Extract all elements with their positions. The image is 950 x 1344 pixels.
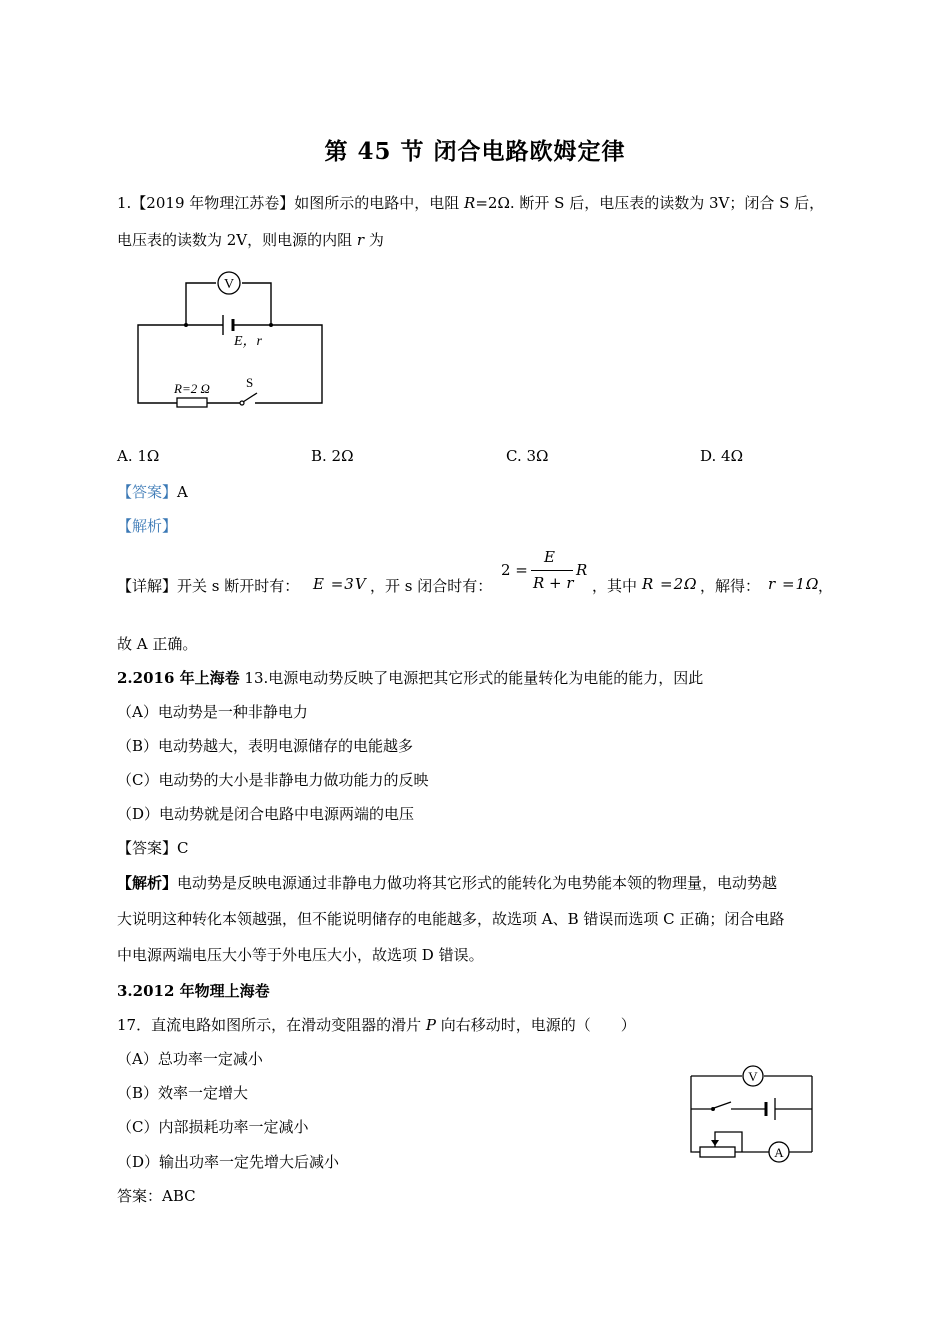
q3-switch-icon [714, 1102, 731, 1108]
q3-option-d: （D）输出功率一定先增大后减小 [117, 1153, 340, 1171]
q1-junction-right [269, 323, 273, 327]
q3-stem-suffix: 向右移动时，电源的（ ） [435, 1016, 636, 1034]
q3-stem [117, 1014, 636, 1035]
q1-junction-left [184, 323, 188, 327]
q1-answer-label: 【答案】 [117, 483, 178, 501]
q1-option-d: D. 4Ω [700, 447, 744, 465]
q1-stem-line2 [117, 229, 384, 250]
q2-analysis-text1: 电动势是反映电源通过非静电力做功将其它形式的能转化为电势能本领的物理量，电动势越 [177, 874, 778, 892]
q3-option-a: （A）总功率一定减小 [117, 1050, 263, 1068]
q1-stem2-suffix: 为 [364, 231, 384, 249]
q2-analysis-line2: 大说明这种转化本领越强，但不能说明储存的电能越多，故选项 A、B 错误而选项 C 正确；闭合电路 [117, 910, 785, 928]
q1-option-a: A. 1Ω [117, 447, 160, 465]
q3-circuit-diagram [685, 1060, 820, 1165]
q2-answer-value: C [177, 839, 189, 857]
q3-answer: 答案：ABC [117, 1187, 196, 1205]
q1-resistor-label: R=2 Ω [174, 381, 210, 396]
q3-heading: 3.2012 年物理上海卷 [117, 982, 270, 1000]
q2-heading [117, 667, 703, 688]
q2-option-a: （A）电动势是一种非静电力 [117, 703, 308, 721]
q1-circuit-diagram [130, 265, 335, 410]
page-title: 第 45 节 闭合电路欧姆定律 [324, 138, 626, 165]
q1-resistor-icon [177, 398, 207, 407]
q1-eq2-tail: R [576, 561, 588, 579]
q1-stem-prefix: 1.【2019 年物理江苏卷】如图所示的电路中，电阻 [117, 194, 465, 212]
q1-eq4: r =1Ω [768, 575, 820, 593]
q1-stem-line1 [117, 192, 824, 213]
q1-var-R: R [464, 194, 476, 212]
q2-option-c: （C）电动势的大小是非静电力做功能力的反映 [117, 771, 429, 789]
q1-switch-label: S [246, 375, 254, 390]
q1-eq2-fraction-bar [531, 570, 573, 571]
q1-voltmeter-label: V [223, 277, 235, 292]
q3-rheostat-icon [700, 1147, 735, 1157]
q1-detail-text1: 开关 s 断开时有： [177, 577, 300, 595]
q3-voltmeter-label: V [748, 1069, 758, 1084]
q2-option-b: （B）电动势越大，表明电源储存的电能越多 [117, 737, 414, 755]
q1-option-b: B. 2Ω [311, 447, 354, 465]
q1-conclusion: 故 A 正确。 [117, 635, 198, 653]
q1-eq3: R =2Ω [642, 575, 698, 593]
q1-eq2-denominator: R + r [533, 574, 574, 592]
q1-stem-suffix: =2Ω. 断开 S 后，电压表的读数为 3V；闭合 S 后， [475, 194, 825, 212]
q1-stem2-prefix: 电压表的读数为 2V，则电源的内阻 [117, 231, 357, 249]
q2-heading-stem: 13.电源电动势反映了电源把其它形式的能量转化为电能的能力，因此 [239, 669, 704, 687]
q3-option-c: （C）内部损耗功率一定减小 [117, 1118, 309, 1136]
q1-detail-text5: ， [818, 577, 834, 595]
q1-var-r: r [356, 231, 365, 249]
q1-answer-value: A [177, 483, 188, 501]
q1-detail-text3: ，其中 [592, 577, 638, 595]
q1-detail-line [117, 575, 299, 596]
q3-stem-prefix: 17．直流电路如图所示，在滑动变阻器的滑片 [117, 1016, 426, 1034]
q1-detail-text4: ，解得： [700, 577, 761, 595]
q1-analysis-label: 【解析】 [117, 517, 178, 535]
q2-option-d: （D）电动势就是闭合电路中电源两端的电压 [117, 805, 415, 823]
q1-option-c: C. 3Ω [506, 447, 549, 465]
q2-analysis-label: 【解析】 [117, 874, 178, 892]
q1-eq2-numerator: E [544, 548, 555, 566]
q1-source-label: E，r [234, 334, 262, 349]
q1-eq2-lhs: 2 = [501, 561, 528, 579]
q1-answer [117, 481, 188, 502]
q3-option-b: （B）效率一定增大 [117, 1084, 249, 1102]
q1-detail-text2: ，开 s 闭合时有： [370, 577, 493, 595]
q1-switch-icon [243, 393, 257, 402]
q2-analysis-line1 [117, 872, 777, 893]
q3-ammeter-label: A [774, 1145, 784, 1160]
q2-answer-label: 【答案】 [117, 839, 178, 857]
q2-analysis-line3: 中电源两端电压大小等于外电压大小，故选项 D 错误。 [117, 946, 484, 964]
q2-heading-source: 2.2016 年上海卷 [117, 669, 240, 687]
q1-eq1: E =3V [313, 575, 367, 593]
q3-slider-arrow-icon [711, 1140, 719, 1146]
q2-answer [117, 837, 189, 858]
q3-var-P: P [425, 1016, 436, 1034]
q1-detail-label: 【详解】 [117, 577, 178, 595]
